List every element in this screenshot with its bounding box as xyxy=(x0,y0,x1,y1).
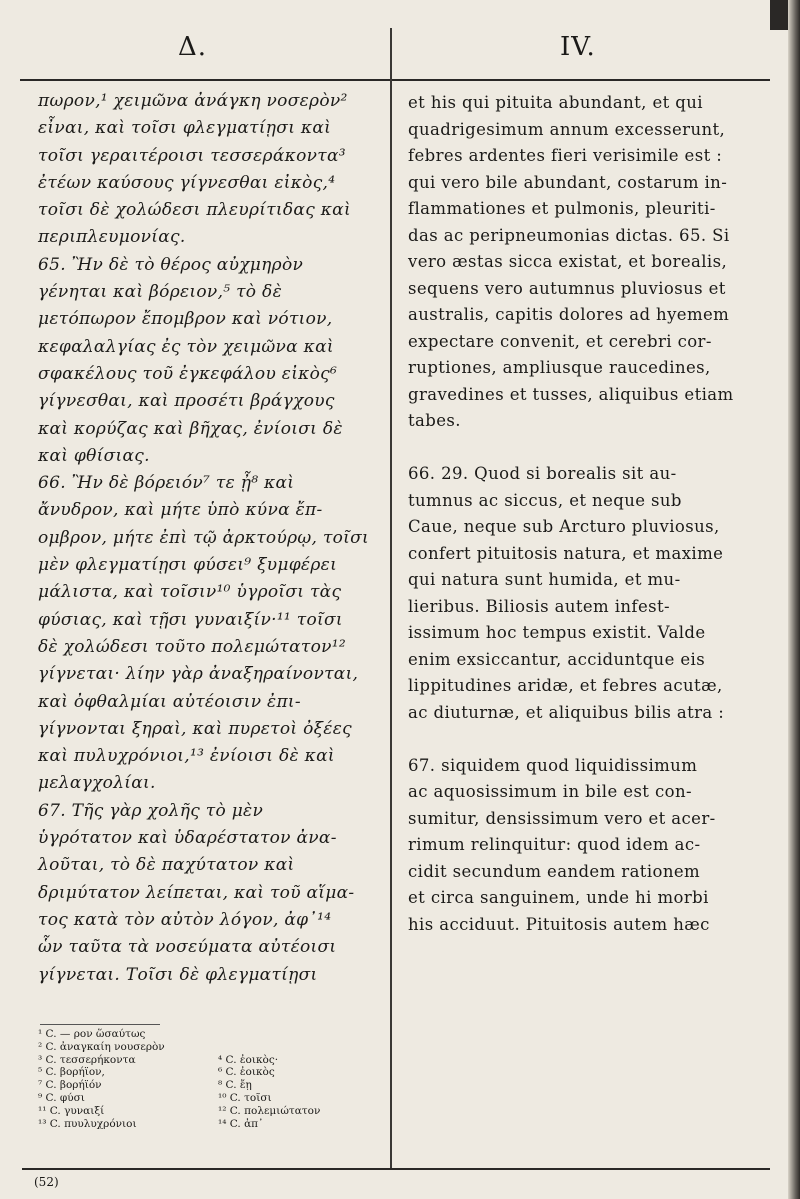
greek-line: ομβρον, μήτε ἐπὶ τῷ ἀρκτούρῳ, τοῖσι xyxy=(38,527,370,548)
latin-line: sequens vero autumnus pluviosus et xyxy=(408,278,726,298)
latin-line: lippitudines aridæ, et febres acutæ, xyxy=(408,676,723,695)
latin-line: gravedines et tusses, aliquibus etiam xyxy=(408,384,734,404)
footnote xyxy=(218,1041,383,1054)
greek-line: κεφαλαλγίας ἐς τὸν χειμῶνα καὶ xyxy=(38,336,334,357)
footnote: ⁴ C. ἐοικὸς· xyxy=(218,1053,279,1066)
footnote: ¹² C. πολεμιώτατον xyxy=(218,1104,321,1117)
latin-line: et circa sanguinem, unde hi morbi xyxy=(408,888,709,907)
latin-line: expectare convenit, et cerebri cor- xyxy=(408,331,712,351)
latin-line: australis, capitis dolores ad hyemem xyxy=(408,305,730,324)
footnote-row xyxy=(38,1066,383,1079)
greek-line: ὧν ταῦτα τὰ νοσεύματα αὐτέοισι xyxy=(38,937,337,958)
latin-line: tabes. xyxy=(408,411,461,430)
footnote: ⁶ C. ἐοικὸς xyxy=(218,1066,275,1079)
left-column-header: Δ. xyxy=(178,32,208,62)
greek-line: γίγνεται. Τοῖσι δὲ φλεγματίῃσι xyxy=(38,964,318,985)
greek-line: 66. Ἢν δὲ βόρειόν⁷ τε ᾖ⁸ καὶ xyxy=(38,473,295,494)
greek-line: δριμύτατον λείπεται, καὶ τοῦ αἵμα- xyxy=(38,882,355,903)
latin-line xyxy=(408,435,763,462)
greek-line: γίγνεται· λίην γὰρ ἀναξηραίνονται, xyxy=(38,664,359,685)
right-column-header: IV. xyxy=(560,32,596,62)
greek-line: καὶ ὀφθαλμίαι αὐτέοισιν ἐπι- xyxy=(38,691,301,712)
greek-line: γίγνεσθαι, καὶ προσέτι βράγχους xyxy=(38,391,335,412)
greek-line: πωρον,¹ χειμῶνα ἀνάγκη νοσερὸν² xyxy=(38,91,348,111)
latin-line: enim exsiccantur, acciduntque eis xyxy=(408,649,706,669)
footnote-rule xyxy=(40,1024,160,1025)
footnote: ⁹ C. φύσι xyxy=(38,1091,85,1104)
latin-line: qui vero bile abundant, costarum in- xyxy=(408,172,728,192)
footnote: ¹¹ C. γυναιξί xyxy=(38,1104,105,1117)
footnote: ³ C. τεσσερήκοντα xyxy=(38,1053,136,1066)
greek-text-column xyxy=(38,88,378,989)
latin-line: ac aquosissimum in bile est con- xyxy=(408,782,692,801)
latin-line: confert pituitosis natura, et maxime xyxy=(408,543,724,563)
latin-line: febres ardentes fieri verisimile est : xyxy=(408,146,723,165)
footnote-row xyxy=(38,1092,383,1105)
latin-line: issimum hoc tempus existit. Valde xyxy=(408,623,706,642)
footnote-row xyxy=(38,1041,383,1054)
greek-line: ὑγρότατον καὶ ὑδαρέστατον ἀνα- xyxy=(38,828,337,849)
footnote: ¹⁴ C. ἀπ᾽ xyxy=(218,1117,264,1130)
footnote: ¹³ C. πυυλυχρόνιοι xyxy=(38,1117,137,1130)
footnote-row xyxy=(38,1054,383,1067)
greek-line: καὶ φθίσιας. xyxy=(38,445,150,466)
footnote: ¹ C. — ρον ὥσαύτως xyxy=(38,1028,146,1040)
greek-line: καὶ κορύζας καὶ βῆχας, ἐνίοισι δὲ xyxy=(38,418,343,439)
latin-line xyxy=(408,726,763,753)
footnote: ⁸ C. ἔῃ xyxy=(218,1079,252,1092)
greek-line: τοῖσι δὲ χολώδεσι πλευρίτιδας καὶ xyxy=(38,200,351,221)
footnote: ² C. ἀναγκαίη νουσερὸν xyxy=(38,1040,165,1053)
greek-line: δὲ χολώδεσι τοῦτο πολεμώτατον¹² xyxy=(38,636,346,657)
footnote: ⁵ C. βορήϊον, xyxy=(38,1066,105,1079)
greek-line: καὶ πυλυχρόνιοι,¹³ ἐνίοισι δὲ καὶ xyxy=(38,746,335,767)
latin-line: rimum relinquitur: quod idem ac- xyxy=(408,835,701,854)
latin-line: his acciduut. Pituitosis autem hæc xyxy=(408,914,710,934)
latin-line: quadrigesimum annum excesserunt, xyxy=(408,119,726,139)
latin-line: et his qui pituita abundant, et qui xyxy=(408,93,703,112)
page-edge-top xyxy=(770,0,788,30)
greek-line: ἄνυδρον, καὶ μήτε ὑπὸ κύνα ἔπ- xyxy=(38,500,323,521)
footnote: ⁷ C. βορήϊόν xyxy=(38,1079,102,1092)
footnote-row xyxy=(38,1118,383,1131)
footnote-row xyxy=(38,1105,383,1118)
greek-line: φύσιας, καὶ τῇσι γυναιξίν·¹¹ τοῖσι xyxy=(38,609,343,630)
latin-line: ruptiones, ampliusque raucedines, xyxy=(408,358,711,377)
latin-line: lieribus. Biliosis autem infest- xyxy=(408,596,670,616)
latin-line: vero æstas sicca existat, et borealis, xyxy=(408,252,728,271)
greek-line: τος κατὰ τὸν αὐτὸν λόγον, ἀφ᾽¹⁴ xyxy=(38,909,332,930)
latin-line: ac diuturnæ, et aliquibus bilis atra : xyxy=(408,702,725,722)
latin-line: 67. siquidem quod liquidissimum xyxy=(408,755,698,775)
footnote: ¹⁰ C. τοῖσι xyxy=(218,1091,272,1104)
footer-rule xyxy=(22,1168,770,1170)
greek-line: 67. Τῆς γὰρ χολῆς τὸ μὲν xyxy=(38,800,264,821)
greek-line: μελαγχολίαι. xyxy=(38,773,156,794)
footnote xyxy=(218,1028,383,1041)
greek-line: γίγνονται ξηραὶ, καὶ πυρετοὶ ὀξέες xyxy=(38,718,352,739)
greek-line: γένηται καὶ βόρειον,⁵ τὸ δὲ xyxy=(38,282,282,303)
greek-line: τοῖσι γεραιτέροισι τεσσεράκοντα³ xyxy=(38,145,346,166)
greek-line: 65. Ἢν δὲ τὸ θέρος αὐχμηρὸν xyxy=(38,254,304,275)
latin-line: das ac peripneumonias dictas. 65. Si xyxy=(408,225,730,245)
page-number: (52) xyxy=(34,1175,59,1189)
latin-text-column xyxy=(408,90,763,938)
column-divider xyxy=(390,28,392,1168)
footnote-row xyxy=(38,1079,383,1092)
latin-line: qui natura sunt humida, et mu- xyxy=(408,570,681,589)
greek-line: σφακέλους τοῦ ἐγκεφάλου εἰκὸς⁶ xyxy=(38,363,338,384)
greek-line: λοῦται, τὸ δὲ παχύτατον καὶ xyxy=(38,855,295,876)
latin-line: cidit secundum eandem rationem xyxy=(408,861,701,881)
page-edge-right xyxy=(788,0,800,1199)
greek-line: μάλιστα, καὶ τοῖσιν¹⁰ ὑγροῖσι τὰς xyxy=(38,582,342,603)
latin-line: 66. 29. Quod si borealis sit au- xyxy=(408,464,677,483)
footnotes xyxy=(38,1028,383,1130)
greek-line: μετόπωρον ἔπομβρον καὶ νότιον, xyxy=(38,309,333,330)
header-rule xyxy=(20,79,770,81)
greek-line: ἐτέων καύσους γίγνεσθαι εἰκὸς,⁴ xyxy=(38,172,336,193)
greek-line: περιπλευμονίας. xyxy=(38,227,186,248)
footnote-row xyxy=(38,1028,383,1041)
greek-line: εἶναι, καὶ τοῖσι φλεγματίῃσι καὶ xyxy=(38,118,332,139)
latin-line: flammationes et pulmonis, pleuriti- xyxy=(408,199,716,218)
latin-line: sumitur, densissimum vero et acer- xyxy=(408,808,716,828)
latin-line: tumnus ac siccus, et neque sub xyxy=(408,490,682,510)
greek-line: μὲν φλεγματίῃσι φύσει⁹ ξυμφέρει xyxy=(38,555,338,576)
latin-line: Caue, neque sub Arcturo pluviosus, xyxy=(408,517,720,536)
